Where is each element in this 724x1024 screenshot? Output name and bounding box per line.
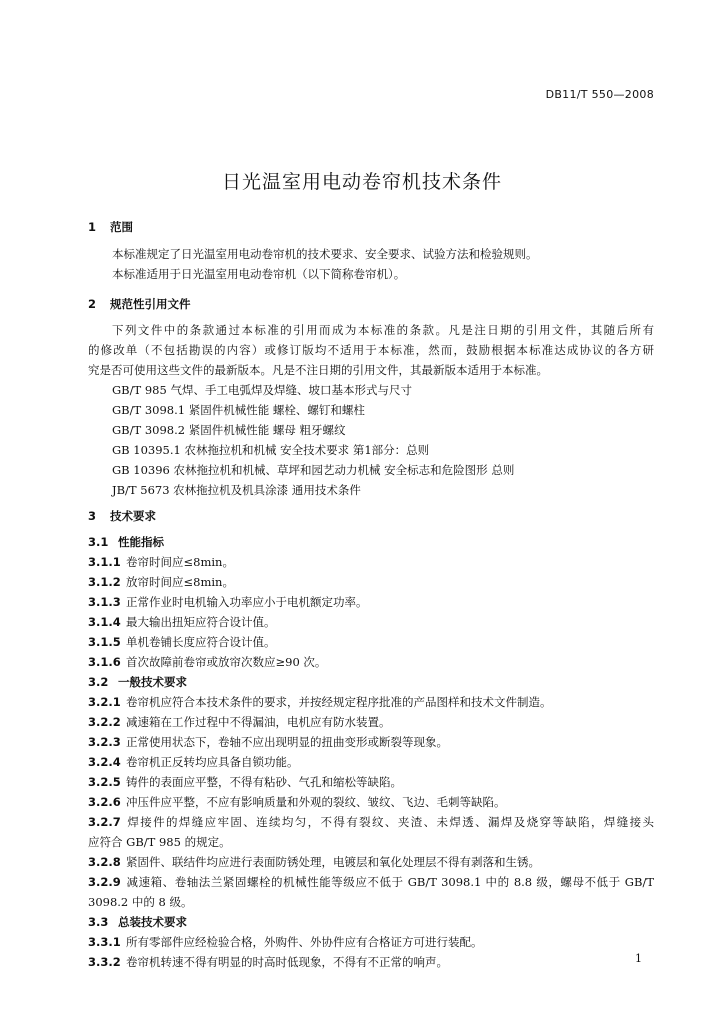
clause: 3.3.2 卷帘机转速不得有明显的时高时低现象，不得有不正常的响声。 — [88, 955, 448, 969]
clause: 3.2.9 减速箱、卷轴法兰紧固螺栓的机械性能等级应不低于 GB/T 3098.1 中的 8.8 级，螺母不低于 GB/T — [88, 875, 654, 889]
clause: 3.2.2 减速箱在工作过程中不得漏油，电机应有防水装置。 — [88, 715, 391, 729]
reference-item: GB/T 985 气焊、手工电弧焊及焊缝、坡口基本形式与尺寸 — [112, 383, 412, 397]
doc-code: DB11/T 550—2008 — [545, 88, 654, 101]
section-number: 1 — [88, 220, 97, 234]
clause-continuation: 3098.2 中的 8 级。 — [88, 895, 193, 909]
paragraph-line: 究是否可使用这些文件的最新版本。凡是不注日期的引用文件，其最新版本适用于本标准。 — [88, 363, 548, 377]
page-number: 1 — [635, 952, 642, 965]
clause: 3.2.8 紧固件、联结件均应进行表面防锈处理，电镀层和氧化处理层不得有剥落和生锈。 — [88, 855, 540, 869]
section-title: 规范性引用文件 — [110, 297, 191, 311]
section-number: 3 — [88, 509, 97, 523]
subsection-heading: 3.1 性能指标 — [88, 535, 164, 549]
paragraph: 本标准规定了日光温室用电动卷帘机的技术要求、安全要求、试验方法和检验规则。 — [112, 247, 538, 261]
clause: 3.1.3 正常作业时电机输入功率应小于电机额定功率。 — [88, 595, 368, 609]
paragraph-line: 的修改单（不包括勘误的内容）或修订版均不适用于本标准，然而，鼓励根据本标准达成协议的各方研 — [88, 343, 654, 357]
section-title: 技术要求 — [110, 509, 156, 523]
section-title: 范围 — [110, 220, 133, 234]
clause: 3.3.1 所有零部件应经检验合格，外购件、外协件应有合格证方可进行装配。 — [88, 935, 483, 949]
reference-item: GB 10396 农林拖拉机和机械、草坪和园艺动力机械 安全标志和危险图形 总则 — [112, 463, 515, 477]
reference-item: GB/T 3098.1 紧固件机械性能 螺栓、螺钉和螺柱 — [112, 403, 365, 417]
subsection-heading: 3.2 一般技术要求 — [88, 675, 187, 689]
clause: 3.1.5 单机卷铺长度应符合设计值。 — [88, 635, 276, 649]
clause: 3.1.4 最大输出扭矩应符合设计值。 — [88, 615, 276, 629]
clause: 3.2.7 焊接件的焊缝应牢固、连续均匀，不得有裂纹、夹渣、未焊透、漏焊及烧穿等缺陷，焊缝接头 — [88, 815, 654, 829]
reference-item: GB 10395.1 农林拖拉机和机械 安全技术要求 第1部分：总则 — [112, 443, 430, 457]
section-number: 2 — [88, 297, 97, 311]
clause-continuation: 应符合 GB/T 985 的规定。 — [88, 835, 231, 849]
clause: 3.1.1 卷帘时间应≤8min。 — [88, 555, 234, 569]
paragraph-line: 下列文件中的条款通过本标准的引用而成为本标准的条款。凡是注日期的引用文件，其随后所有 — [112, 323, 654, 337]
clause: 3.2.4 卷帘机正反转均应具备自锁功能。 — [88, 755, 299, 769]
reference-item: GB/T 3098.2 紧固件机械性能 螺母 粗牙螺纹 — [112, 423, 346, 437]
clause: 3.1.2 放帘时间应≤8min。 — [88, 575, 234, 589]
paragraph: 本标准适用于日光温室用电动卷帘机（以下简称卷帘机）。 — [112, 267, 406, 281]
section-1-heading — [88, 219, 133, 235]
reference-item: JB/T 5673 农林拖拉机及机具涂漆 通用技术条件 — [112, 483, 361, 497]
doc-title: 日光温室用电动卷帘机技术条件 — [221, 171, 502, 193]
section-2-heading — [88, 296, 191, 312]
clause: 3.2.5 铸件的表面应平整，不得有粘砂、气孔和缩松等缺陷。 — [88, 775, 402, 789]
section-3-heading — [88, 508, 156, 524]
clause: 3.1.6 首次故障前卷帘或放帘次数应≥90 次。 — [88, 655, 327, 669]
subsection-heading: 3.3 总装技术要求 — [88, 915, 187, 929]
clause: 3.2.1 卷帘机应符合本技术条件的要求，并按经规定程序批准的产品图样和技术文件制造。 — [88, 695, 552, 709]
clause: 3.2.6 冲压件应平整，不应有影响质量和外观的裂纹、皱纹、飞边、毛刺等缺陷。 — [88, 795, 506, 809]
clause: 3.2.3 正常使用状态下，卷轴不应出现明显的扭曲变形或断裂等现象。 — [88, 735, 448, 749]
